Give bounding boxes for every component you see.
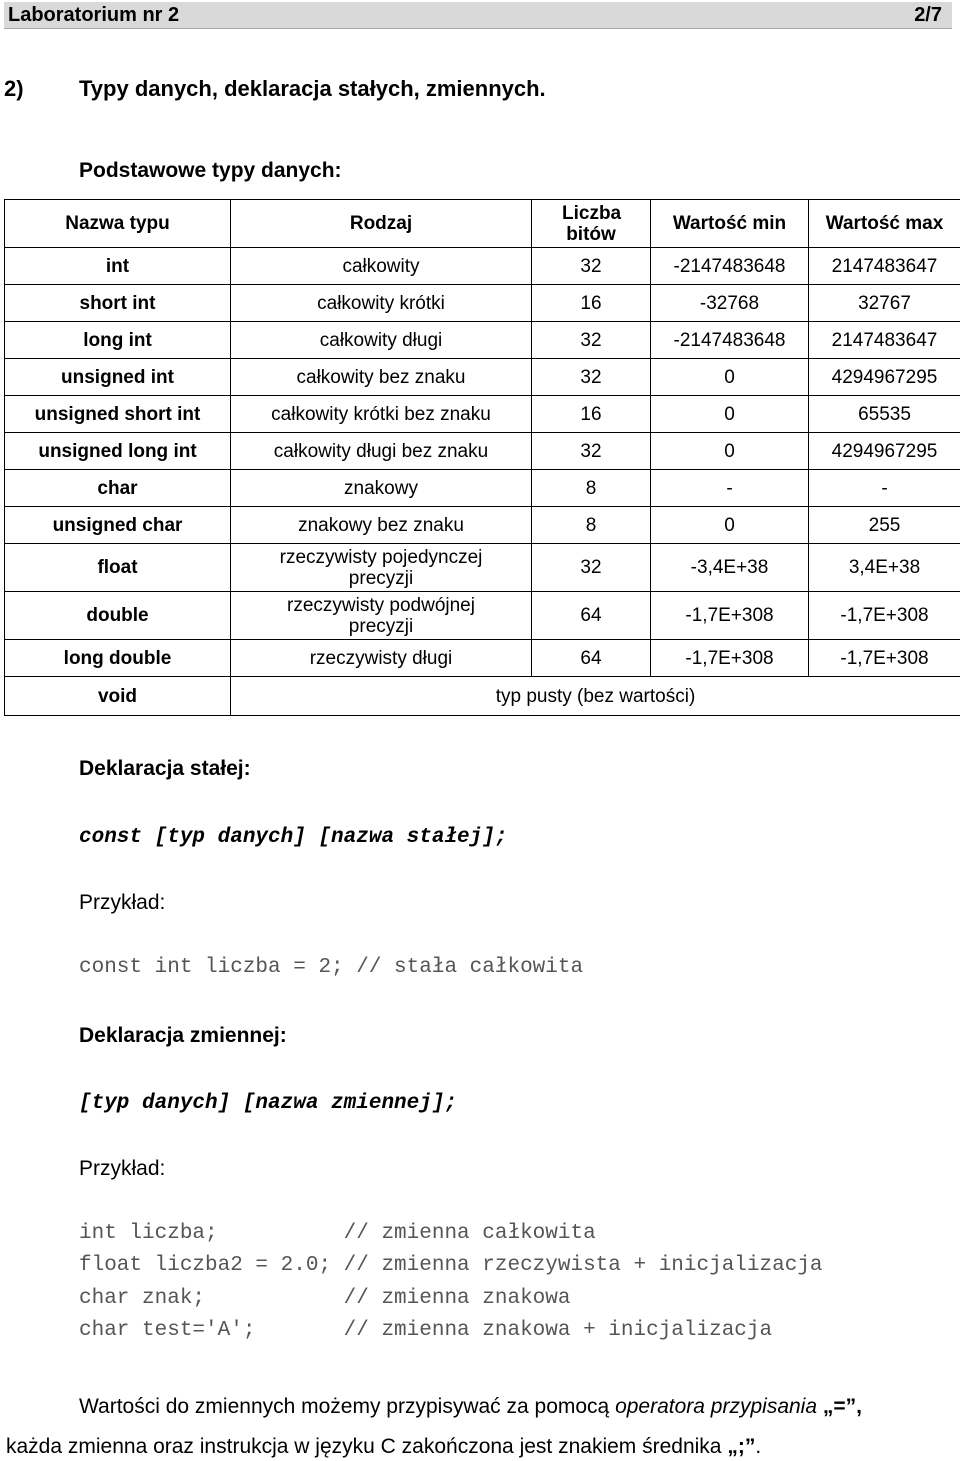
table-row [5, 544, 960, 592]
table-row [5, 285, 960, 322]
table-cell: 16 [532, 396, 651, 433]
header-cell: Rodzaj [231, 200, 532, 248]
table-cell: 32767 [809, 285, 960, 322]
header-cell: Wartość min [651, 200, 809, 248]
type-name-cell: unsigned int [5, 359, 231, 396]
table-cell: 32 [532, 248, 651, 285]
table-cell: całkowity krótki bez znaku [231, 396, 532, 433]
table-cell: 32 [532, 433, 651, 470]
var-example-label: Przykład: [79, 1157, 166, 1180]
table-cell: - [809, 470, 960, 507]
table-row [5, 433, 960, 470]
type-name-cell: short int [5, 285, 231, 322]
semicolon-symbol: „;” [727, 1435, 756, 1458]
type-name-cell: unsigned char [5, 507, 231, 544]
type-name-cell: long int [5, 322, 231, 359]
table-row [5, 359, 960, 396]
header-cell: Nazwa typu [5, 200, 231, 248]
note-text: Wartości do zmiennych możemy przypisywać za pomocą [79, 1395, 616, 1418]
table-cell: typ pusty (bez wartości) [231, 677, 960, 716]
table-row [5, 507, 960, 544]
table-cell: całkowity [231, 248, 532, 285]
type-name-cell: void [5, 677, 231, 716]
table-cell: 65535 [809, 396, 960, 433]
table-row [5, 470, 960, 507]
table-cell: 4294967295 [809, 359, 960, 396]
type-name-cell: unsigned long int [5, 433, 231, 470]
table-row [5, 396, 960, 433]
table-cell: -32768 [651, 285, 809, 322]
const-syntax: const [typ danych] [nazwa stałej]; [79, 826, 508, 849]
table-cell: 16 [532, 285, 651, 322]
table-cell: całkowity krótki [231, 285, 532, 322]
type-name-cell: char [5, 470, 231, 507]
table-cell: 0 [651, 507, 809, 544]
const-heading: Deklaracja stałej: [79, 757, 251, 780]
section-heading [4, 76, 546, 102]
table-cell: 0 [651, 433, 809, 470]
table-cell: rzeczywisty pojedynczej precyzji [231, 544, 532, 592]
table-cell: 2147483647 [809, 322, 960, 359]
header-cell: Liczba bitów [532, 200, 651, 248]
table-cell: - [651, 470, 809, 507]
table-cell: -2147483648 [651, 248, 809, 285]
type-name-cell: float [5, 544, 231, 592]
table-row [5, 322, 960, 359]
table-cell: rzeczywisty długi [231, 640, 532, 677]
table-cell: -1,7E+308 [809, 592, 960, 640]
operator-term: operatora przypisania [615, 1395, 818, 1418]
type-name-cell: double [5, 592, 231, 640]
table-cell: 32 [532, 359, 651, 396]
table-cell: 8 [532, 507, 651, 544]
table-cell: całkowity długi bez znaku [231, 433, 532, 470]
const-example-label: Przykład: [79, 891, 166, 914]
semicolon-note [6, 1435, 761, 1459]
note-text: każda zmienna oraz instrukcja w języku C zakończona jest znakiem średnika [6, 1435, 728, 1458]
var-heading: Deklaracja zmiennej: [79, 1024, 287, 1047]
const-example: const int liczba = 2; // stała całkowita [79, 956, 584, 979]
table-cell: rzeczywisty podwójnej precyzji [231, 592, 532, 640]
header-cell: Wartość max [809, 200, 960, 248]
var-example-line: int liczba; // zmienna całkowita [79, 1222, 596, 1245]
table-row [5, 248, 960, 285]
table-cell: 32 [532, 544, 651, 592]
var-syntax: [typ danych] [nazwa zmiennej]; [79, 1092, 458, 1115]
page-number: 2/7 [914, 4, 942, 26]
table-cell: -3,4E+38 [651, 544, 809, 592]
table-cell: całkowity bez znaku [231, 359, 532, 396]
page-header [4, 2, 952, 29]
table-row [5, 640, 960, 677]
section-title: Typy danych, deklaracja stałych, zmiennych. [79, 76, 546, 101]
assignment-note [79, 1395, 862, 1419]
table-cell: -1,7E+308 [651, 592, 809, 640]
table-cell: 64 [532, 592, 651, 640]
table-cell: -1,7E+308 [809, 640, 960, 677]
table-row-void [5, 677, 960, 716]
table-header-row [5, 200, 960, 248]
note-period: . [755, 1435, 762, 1458]
table-row [5, 592, 960, 640]
types-heading: Podstawowe typy danych: [79, 159, 342, 182]
table-cell: znakowy [231, 470, 532, 507]
lab-title: Laboratorium nr 2 [8, 4, 180, 26]
equals-symbol: „=”, [817, 1395, 862, 1418]
table-cell: -1,7E+308 [651, 640, 809, 677]
type-name-cell: int [5, 248, 231, 285]
table-cell: całkowity długi [231, 322, 532, 359]
type-name-cell: unsigned short int [5, 396, 231, 433]
type-name-cell: long double [5, 640, 231, 677]
table-cell: 64 [532, 640, 651, 677]
table-cell: znakowy bez znaku [231, 507, 532, 544]
table-cell: -2147483648 [651, 322, 809, 359]
var-example-line: char znak; // zmienna znakowa [79, 1287, 571, 1310]
types-table [4, 199, 960, 716]
table-cell: 0 [651, 396, 809, 433]
table-cell: 4294967295 [809, 433, 960, 470]
table-cell: 0 [651, 359, 809, 396]
var-example-line: char test='A'; // zmienna znakowa + inicjalizacja [79, 1319, 773, 1342]
table-cell: 3,4E+38 [809, 544, 960, 592]
table-cell: 32 [532, 322, 651, 359]
var-example-line: float liczba2 = 2.0; // zmienna rzeczywista + inicjalizacja [79, 1254, 823, 1277]
table-cell: 255 [809, 507, 960, 544]
section-number: 2) [4, 76, 24, 101]
table-cell: 2147483647 [809, 248, 960, 285]
table-cell: 8 [532, 470, 651, 507]
